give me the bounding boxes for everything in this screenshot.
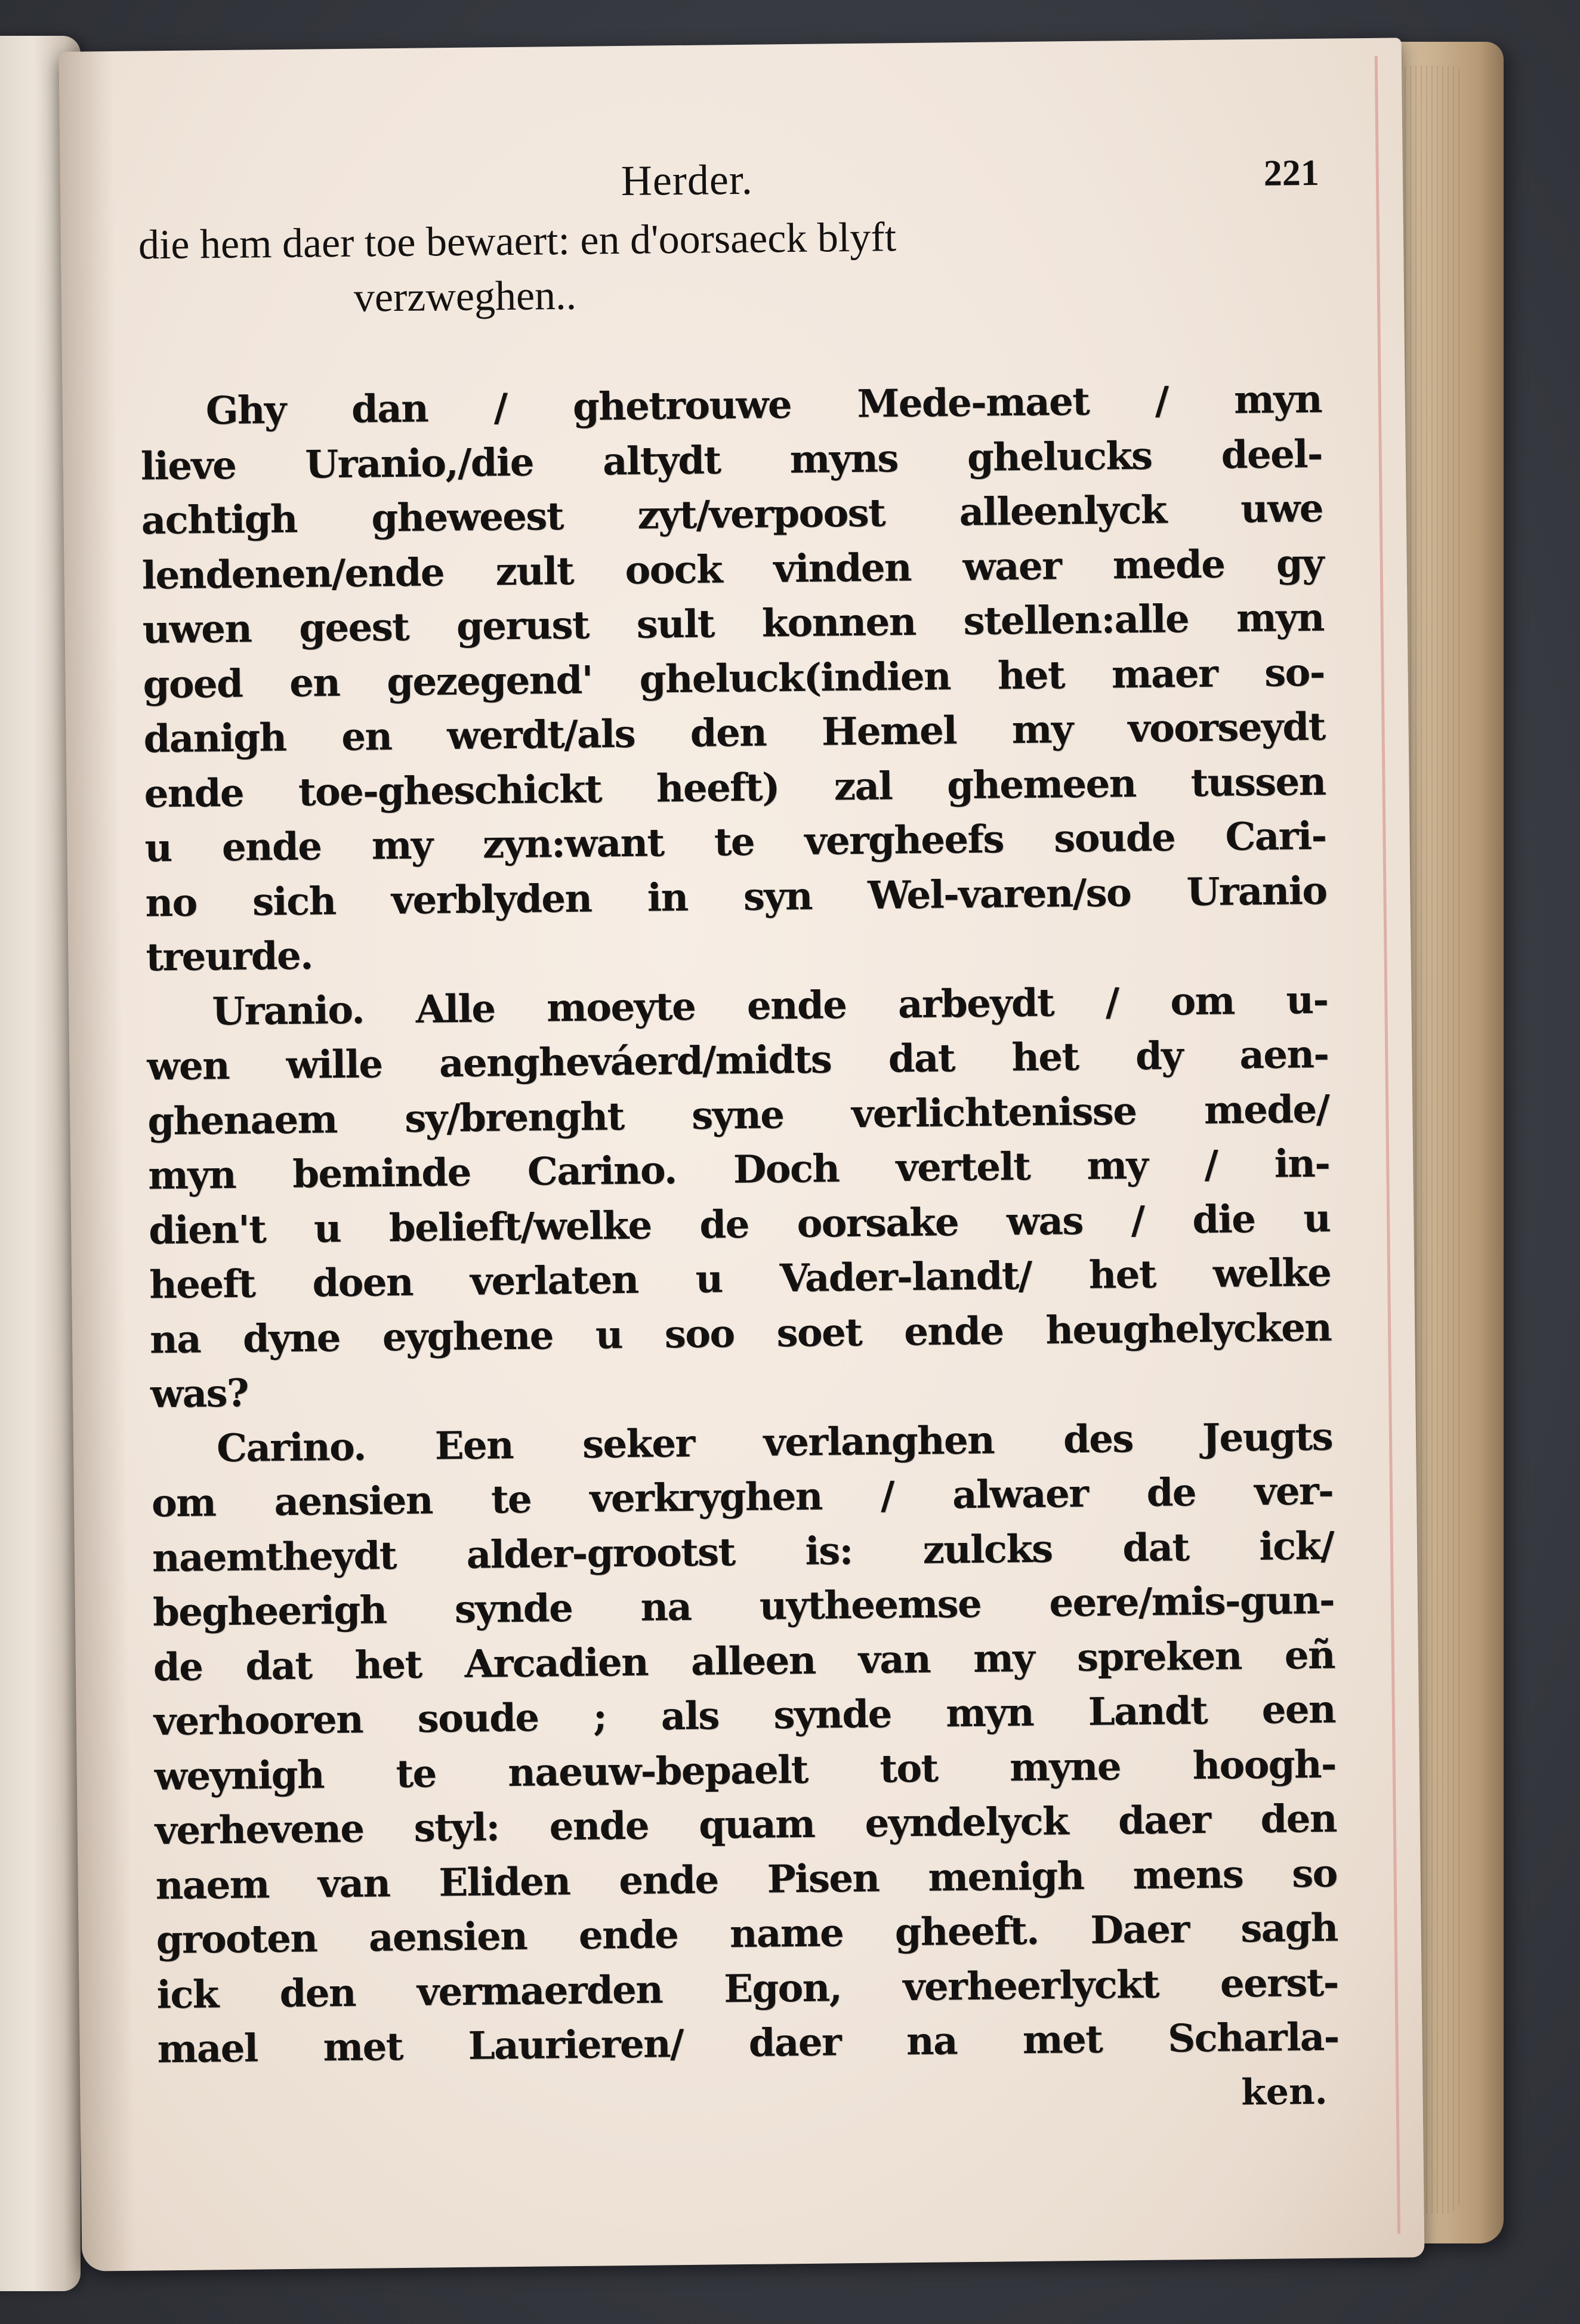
book-page — [59, 38, 1425, 2271]
text-line: treurde. — [146, 933, 313, 980]
text-line: na dyne eyghene u soo soet ende heughelycken — [149, 1305, 1332, 1362]
text-line: naemtheydt alder-grootst is: zulcks dat ick/ — [152, 1523, 1334, 1581]
text-line: u ende my zyn:want te vergheefs soude Cari- — [144, 813, 1326, 871]
text-line: om aensien te verkryghen / alwaer de ver- — [151, 1468, 1334, 1526]
text-line: verzweghen.. — [353, 272, 577, 321]
text-line: was? — [150, 1371, 249, 1417]
text-line: wen wille aengheváerd/midts dat het dy aen- — [147, 1032, 1329, 1090]
text-line: goed en gezegend' gheluck(indien het maer so- — [143, 650, 1325, 707]
paragraph-carino-speech — [140, 372, 1327, 985]
text-line: verhevene styl: ende quam eyndelyck daer den — [155, 1796, 1337, 1854]
text-line: lendenen/ende zult oock vinden waer mede gy — [141, 541, 1324, 598]
text-line: ende toe-gheschickt heeft) zal ghemeen tussen — [144, 759, 1326, 816]
page-number: 221 — [1263, 152, 1320, 194]
text-line: die hem daer toe bewaert: en d'oorsaeck blyft — [138, 214, 897, 268]
text-line: de dat het Arcadien alleen van my spreken eñ — [153, 1632, 1335, 1690]
page-text — [138, 149, 1340, 2131]
text-line: Ghy dan / ghetrouwe Mede-maet / myn — [205, 376, 1322, 434]
text-line: begheerigh synde na uytheemse eere/mis-gun- — [152, 1578, 1335, 1635]
text-line: Uranio. Alle moeyte ende arbeydt / om u- — [212, 977, 1328, 1034]
text-line: Carino. Een seker verlanghen des Jeugts — [216, 1414, 1333, 1471]
text-line: ick den vermaerden Egon, verheerlyckt eerst- — [156, 1960, 1338, 2017]
text-line: uwen geest gerust sult konnen stellen:alle myn — [142, 595, 1325, 653]
text-line: weynigh te naeuw-bepaelt tot myne hoogh- — [154, 1742, 1337, 1799]
text-line: heeft doen verlaten u Vader-landt/ het welke — [149, 1250, 1331, 1308]
text-line: grooten aensien ende name gheeft. Daer sagh — [156, 1905, 1338, 1963]
text-line: no sich verblyden in syn Wel-varen/so Uranio — [145, 868, 1327, 925]
text-line: ghenaem sy/brenght syne verlichtenisse mede/ — [147, 1087, 1329, 1144]
text-line: mael met Laurieren/ daer na met Scharla- — [157, 2014, 1339, 2072]
text-line: naem van Eliden ende Pisen menigh mens so — [155, 1851, 1338, 1908]
text-line: verhooren soude ; als synde myn Landt een — [153, 1687, 1336, 1745]
running-head: Herder. — [621, 155, 754, 205]
text-line: lieve Uranio,/die altydt myns ghelucks deel- — [140, 431, 1323, 489]
text-line: danigh en werdt/als den Hemel my voorseydt — [143, 704, 1325, 762]
text-line: myn beminde Carino. Doch vertelt my / in- — [147, 1141, 1330, 1199]
paragraph-carino-reply — [151, 1409, 1339, 2077]
paragraph-uranio-speech — [146, 973, 1332, 1422]
text-line: achtigh gheweest zyt/verpoost alleenlyck uwe — [141, 486, 1323, 544]
text-line: dien't u belieft/welke de oorsake was / die u — [148, 1196, 1331, 1253]
red-edge-stain — [1375, 56, 1400, 2234]
catchword: ken. — [1240, 2070, 1328, 2113]
